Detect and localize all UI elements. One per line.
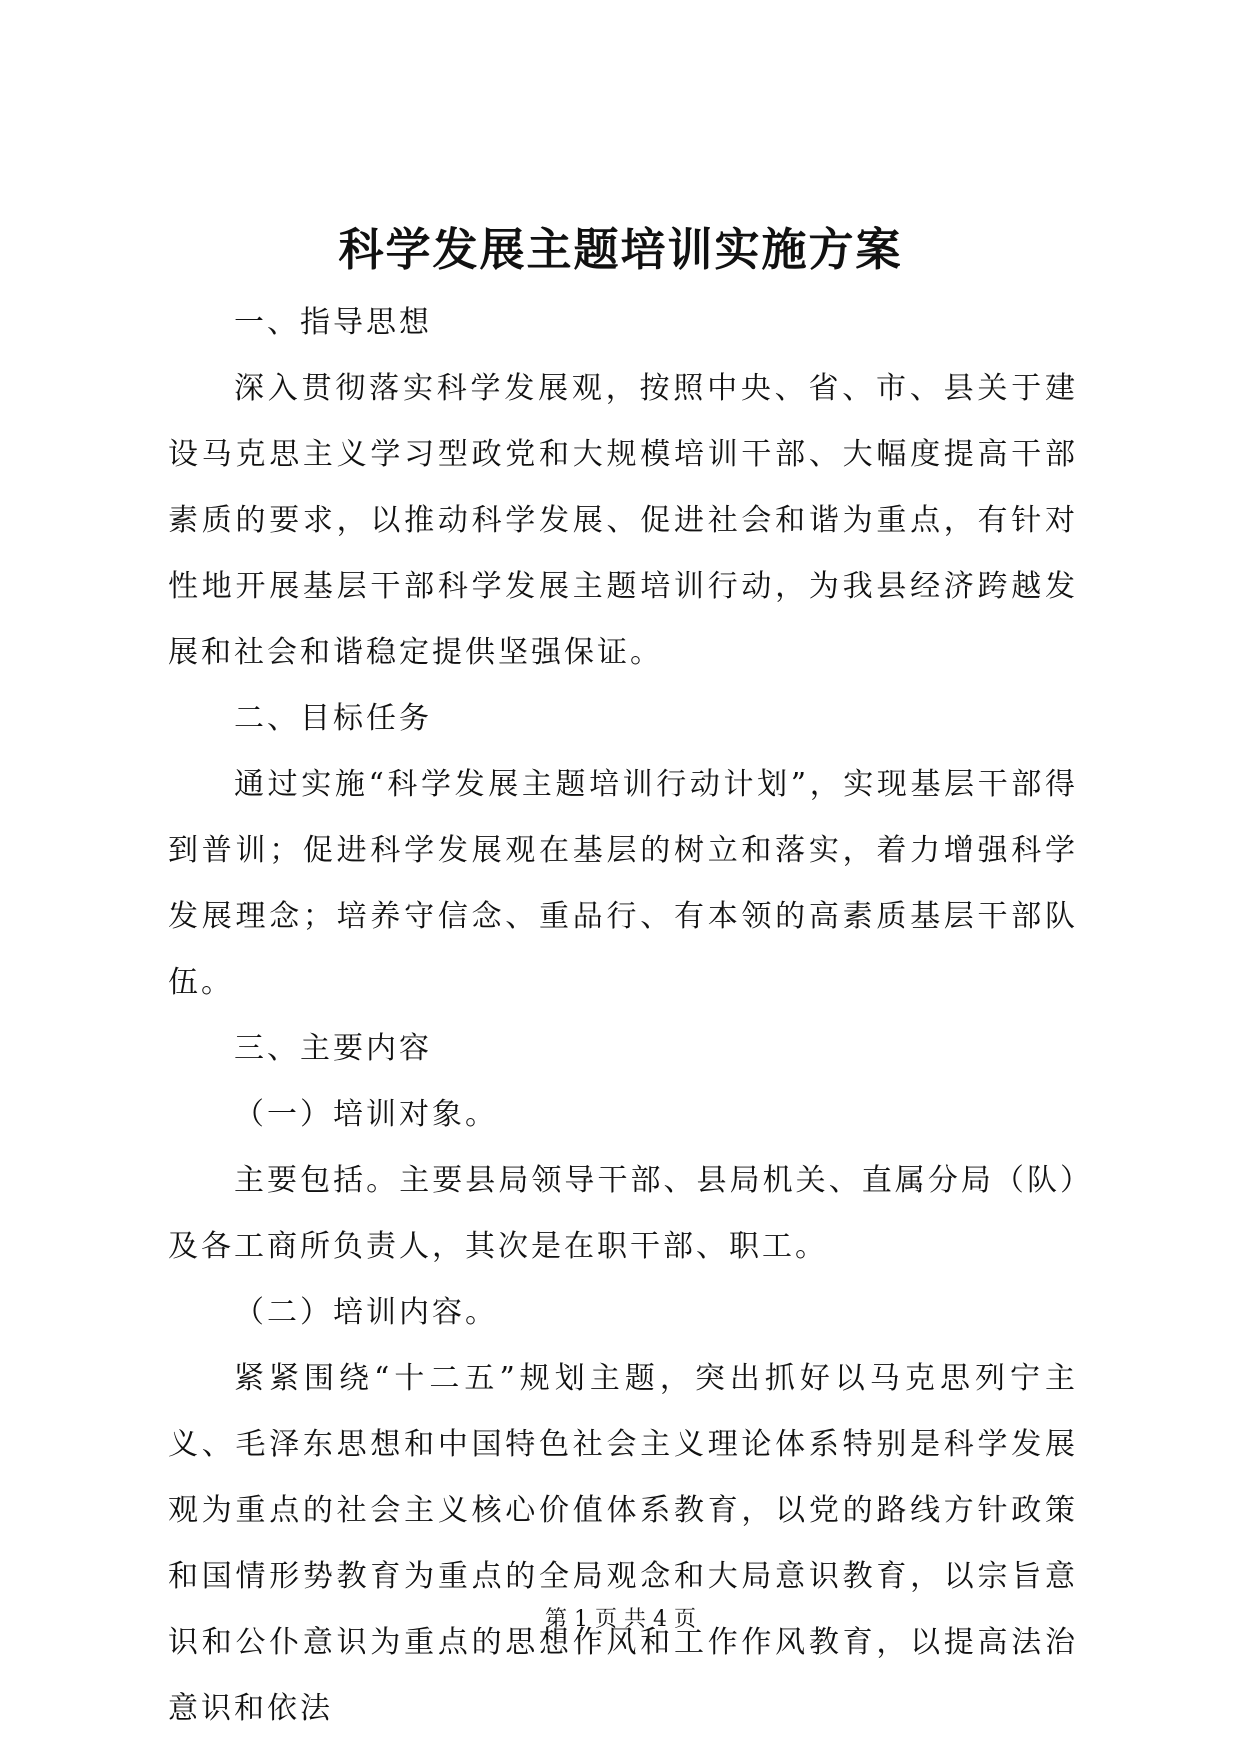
section-heading-goals-tasks: 二、目标任务	[234, 701, 432, 736]
section-heading-guiding-ideology: 一、指导思想	[234, 305, 432, 340]
paragraph-guiding-ideology: 深入贯彻落实科学发展观，按照中央、省、市、县关于建设马克思主义学习型政党和大规模培训干部、大幅度提高干部素质的要求，以推动科学发展、促进社会和谐为重点，有针对性地开展基层干部科学发展主题培训行动，为我县经济跨越发展和社会和谐稳定提供坚强保证。	[168, 371, 1078, 670]
paragraph-training-content: 紧紧围绕“十二五”规划主题，突出抓好以马克思列宁主义、毛泽东思想和中国特色社会主义理论体系特别是科学发展观为重点的社会主义核心价值体系教育，以党的路线方针政策和国情形势教育为重点的全局观念和大局意识教育，以宗旨意识和公仆意识为重点的思想作风和工作作风教育，以提高法治意识和依法	[168, 1361, 1078, 1726]
document-title: 科学发展主题培训实施方案	[338, 223, 903, 276]
paragraph-goals-tasks: 通过实施“科学发展主题培训行动计划”，实现基层干部得到普训；促进科学发展观在基层的树立和落实，着力增强科学发展理念；培养守信念、重品行、有本领的高素质基层干部队伍。	[168, 767, 1078, 1000]
document-body	[168, 290, 1078, 1742]
subheading-training-content: （二）培训内容。	[234, 1295, 498, 1330]
section-heading-main-content: 三、主要内容	[234, 1031, 432, 1066]
paragraph-training-targets: 主要包括。主要县局领导干部、县局机关、直属分局（队）及各工商所负责人，其次是在职干部、职工。	[168, 1163, 1078, 1264]
page-footer: 第 1 页 共 4 页	[545, 1607, 696, 1632]
subheading-training-targets: （一）培训对象。	[234, 1097, 498, 1132]
